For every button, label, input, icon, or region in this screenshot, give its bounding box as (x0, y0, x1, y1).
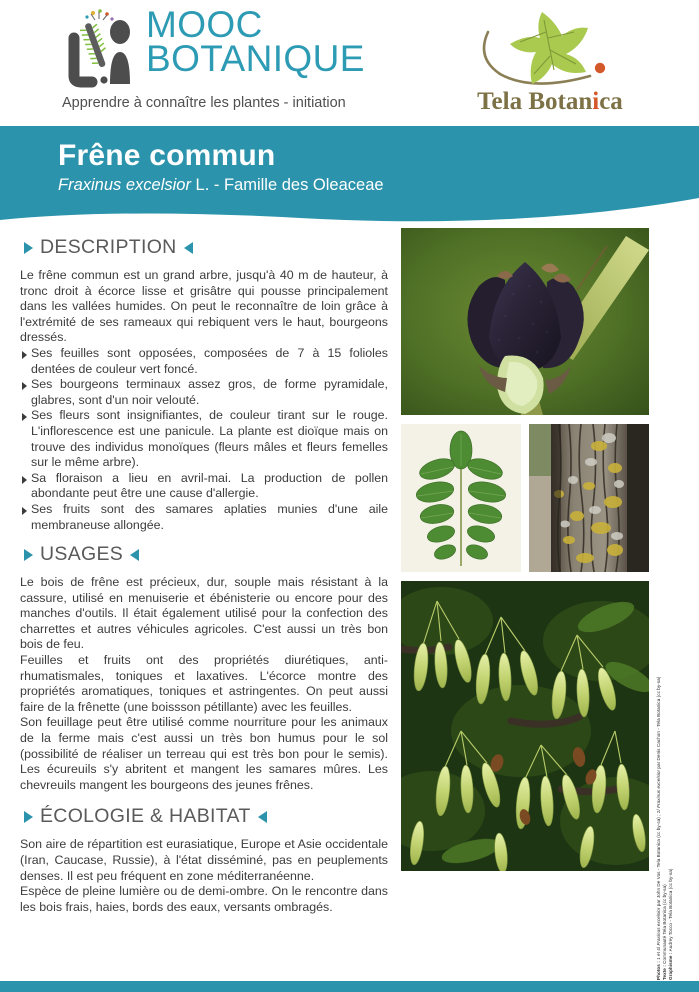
description-bullet: Ses fruits sont des samares aplaties munies d'une aile membraneuse allongée. (20, 502, 388, 533)
usages-paragraph: Son feuillage peut être utilisé comme nourriture pour les animaux de la ferme mais c'est aussi un très bon humus pour le sol (possibilité de réaliser un terreau qui est très bon pour le semis). Les écureuils s'y abritent et mangent les samares mûres. Les chevreuils mangent les bourgeons des jeunes frênes. (20, 715, 388, 792)
usages-paragraph: Feuilles et fruits ont des propriétés diurétiques, anti-rhumatismales, toniques et laxatives. L'écorce montre des propriétés aromatiques, toniques et astringentes. On peut aussi faire de la frênette (une boissson pétillante) avec les feuilles. (20, 653, 388, 714)
description-intro: Le frêne commun est un grand arbre, jusqu'à 40 m de hauteur, à tronc droit à écorce lisse et grisâtre qui pousse principalement dans les vallées humides. On peut le reconnaître de loin grâce à l'extrémité de ses rameaux qui rebiquent vers le haut, bourgeons dressés. (20, 268, 388, 345)
mooc-line-1: MOOC (146, 4, 263, 45)
photo-samaras (401, 581, 649, 871)
credits-photos-sci-a: Fraxinus excelsior (656, 907, 661, 946)
title-banner (0, 126, 699, 228)
photo-leaf (401, 424, 521, 572)
credits-block (656, 600, 675, 980)
section-heading-usages-label: USAGES (40, 543, 124, 566)
triangle-left-icon (184, 242, 193, 254)
page-title: Frêne commun (58, 139, 276, 172)
mooc-person-plant-icon (62, 8, 138, 92)
ecologie-paragraph: Son aire de répartition est eurasiatique, Europe et Asie occidentale (Iran, Caucase, Russie), à l'état disséminé, pas en peuplements denses. Il est peu fréquent en zone méditerranéenne. (20, 837, 388, 883)
footer-bar (0, 981, 699, 992)
usages-paragraph: Le bois de frêne est précieux, dur, souple mais résistant à la cassure, utilisé en menuiserie et ébénisterie ou encore pour des manches d'outils. Il était également utilisé pour la confection des charrettes et autres véhicules agricoles. C'est aussi un très bon bois de feu. (20, 575, 388, 652)
tela-botanica-wordmark (470, 88, 630, 116)
credits-photos-c: par Denis Cachon - Tela Botanica (cc by-sa) (656, 676, 661, 770)
description-bullet: Ses feuilles sont opposées, composées de 7 à 15 folioles dentées de couleur vert foncé. (20, 346, 388, 377)
description-bullet: Sa floraison a lieu en avril-mai. La production de pollen abondante peut être une cause d'allergie. (20, 471, 388, 502)
mooc-wordmark (146, 4, 365, 80)
triangle-right-icon (24, 811, 33, 823)
description-bullet: Ses bourgeons terminaux assez gros, de forme pyramidale, glabres, sont d'un noir velouté. (20, 377, 388, 408)
credits-texte-label: Texte : (662, 963, 668, 980)
credits-photos-a: 1 et 4/ (656, 945, 661, 960)
mooc-tagline: Apprendre à connaître les plantes - initiation (62, 95, 346, 111)
credits-graphisme-label: Graphisme : (668, 951, 674, 980)
authority-family: L. - Famille des Oleaceae (190, 176, 384, 194)
tela-name-main: Tela Botan (477, 88, 593, 115)
photo-pair-row (401, 424, 649, 572)
photo-bud (401, 228, 649, 415)
tela-leaf-icon (470, 6, 630, 96)
triangle-right-icon (24, 242, 33, 254)
tela-name-accent: i (592, 88, 600, 115)
section-heading-ecologie-habitat (24, 805, 388, 828)
photo-bark (529, 424, 649, 572)
section-heading-ecologie-habitat-label: ÉCOLOGIE & HABITAT (40, 805, 251, 828)
photo-column (401, 228, 649, 871)
credits-texte-value: Communauté Tela Botanica (cc by-sa) (662, 884, 668, 964)
page-header (0, 0, 699, 126)
triangle-left-icon (258, 811, 267, 823)
description-bullet: Ses fleurs sont insignifiantes, de couleur tirant sur le rouge. L'inflorescence est une panicule. La plante est dioïque mais on trouve des individus monoïques (fleurs mâles et fleurs femelles sur le même arbre). (20, 408, 388, 470)
triangle-left-icon (130, 549, 139, 561)
triangle-right-icon (24, 549, 33, 561)
credits-graphisme-value: Audrey Tocco - Tela Botanica (cc by-sa) (668, 868, 674, 952)
tela-botanica-logo (470, 6, 630, 118)
credits-graphisme-line (668, 600, 674, 980)
scientific-name: Fraxinus excelsior (58, 176, 191, 194)
mooc-botanique-logo (62, 4, 365, 92)
mooc-line-2: BOTANIQUE (146, 38, 365, 80)
credits-photos-b: par John De Vos - Tela Botanica (cc by-sa) ; 2/ (656, 807, 661, 908)
section-heading-usages (24, 543, 388, 566)
ecologie-paragraph: Espèce de pleine lumière ou de demi-ombre. On le rencontre dans les bois frais, haies, bords des eaux, versants ombragés. (20, 884, 388, 914)
text-column (20, 236, 388, 915)
section-heading-description-label: DESCRIPTION (40, 236, 177, 258)
page-subtitle (58, 176, 384, 196)
section-heading-description (24, 236, 388, 259)
credits-photos-label: Photos : (656, 959, 661, 980)
credits-photos-sci-b: Fraxinus excelsior (656, 769, 661, 808)
tela-name-tail: ca (599, 88, 623, 115)
